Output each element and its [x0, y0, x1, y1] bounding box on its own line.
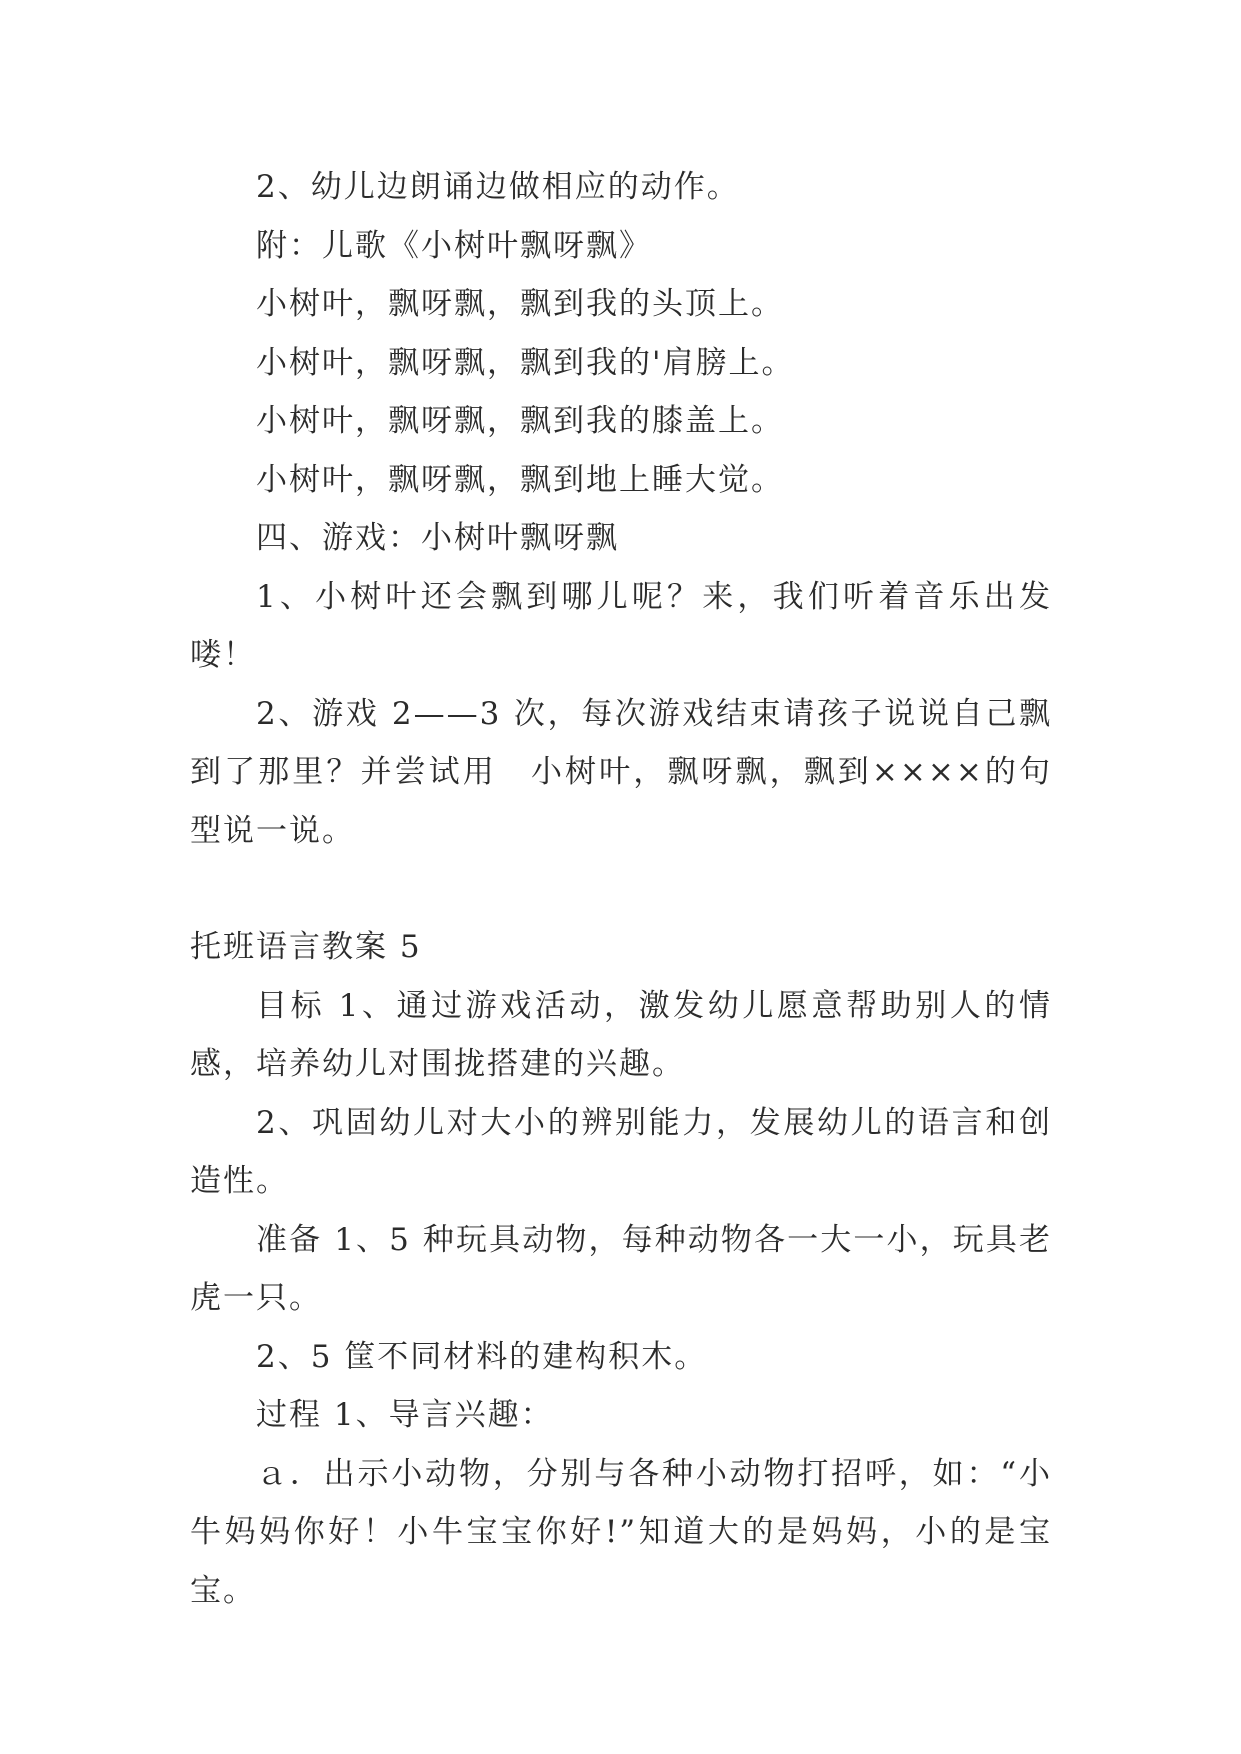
rhyme-line-1: 小树叶，飘呀飘，飘到我的头顶上。	[256, 286, 784, 322]
rhyme-line-2: 小树叶，飘呀飘，飘到我的'肩膀上。	[256, 344, 795, 381]
section-four-game-title: 四、游戏：小树叶飘呀飘	[256, 520, 619, 556]
paragraph-process-a: ａ．出示小动物，分别与各种小动物打招呼，如：“小牛妈妈你好！小牛宝宝你好!”知道大的是妈妈，小的是宝宝。	[190, 1455, 1052, 1609]
paragraph-goal-1: 目标 1、通过游戏活动，激发幼儿愿意帮助别人的情感，培养幼儿对围拢搭建的兴趣。	[190, 987, 1052, 1082]
rhyme-line-3: 小树叶，飘呀飘，飘到我的膝盖上。	[256, 403, 784, 439]
section-heading: 托班语言教案 5	[190, 929, 422, 965]
paragraph-process-1: 过程 1、导言兴趣：	[256, 1397, 554, 1433]
rhyme-line-4: 小树叶，飘呀飘，飘到地上睡大觉。	[256, 461, 784, 498]
paragraph-game-step-1: 1、小树叶还会飘到哪儿呢？来，我们听着音乐出发喽！	[190, 578, 1052, 673]
paragraph-appendix-rhyme-title: 附：儿歌《小树叶飘呀飘》	[256, 227, 652, 264]
paragraph-prep-1: 准备 1、5 种玩具动物，每种动物各一大一小，玩具老虎一只。	[190, 1221, 1052, 1316]
paragraph-game-step-2: 2、游戏 2——3 次，每次游戏结束请孩子说说自己飘到了那里？并尝试用 小树叶，飘呀飘，飘到××××的句型说一说。	[190, 695, 1052, 849]
paragraph-step-2-recite: 2、幼儿边朗诵边做相应的动作。	[256, 169, 740, 205]
document-page	[190, 158, 1052, 1620]
paragraph-goal-2: 2、巩固幼儿对大小的辨别能力，发展幼儿的语言和创造性。	[190, 1104, 1052, 1199]
paragraph-prep-2: 2、5 筐不同材料的建构积木。	[256, 1338, 708, 1375]
